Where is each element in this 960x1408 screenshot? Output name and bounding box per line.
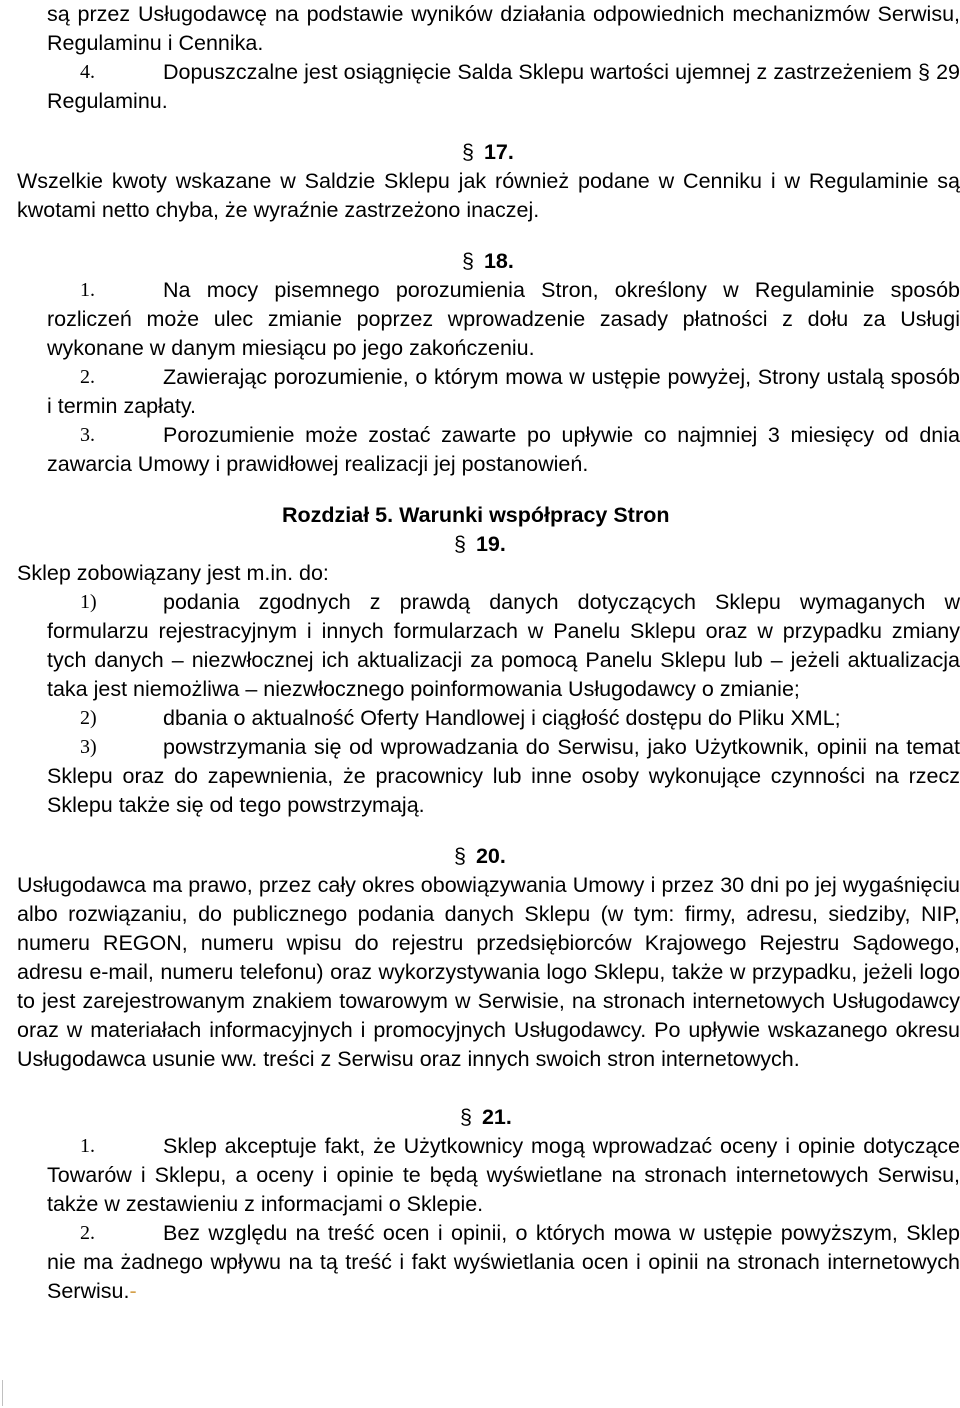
list-marker: 3): [80, 736, 97, 758]
list-item: 2) dbania o aktualność Oferty Handlowej i ciągłość dostępu do Pliku XML;: [17, 704, 960, 733]
section-heading-18: § 18.: [462, 249, 514, 273]
list-item: 1. Sklep akceptuje fakt, że Użytkownicy mogą wprowadzać oceny i opinie dotyczące Towarów i Sklepu, a oceny i opinie te będą wyświetlane na stronach internetowych Serwisu, także w zestawieniu z informacjami o Sklepie.: [47, 1134, 960, 1216]
continued-paragraph: są przez Usługodawcę na podstawie wyników działania odpowiednich mechanizmów Serwisu, Regulaminu i Cennika.: [47, 2, 960, 55]
section-heading-21: § 21.: [460, 1105, 512, 1129]
paragraph-symbol: §: [454, 844, 466, 868]
section-17-text: Wszelkie kwoty wskazane w Saldzie Sklepu jak również podane w Cenniku i w Regulaminie są kwotami netto chyba, że wyraźnie zastrzeżono inaczej.: [17, 169, 960, 222]
margin-marker: [2, 1380, 3, 1406]
list-marker: 2): [80, 707, 97, 729]
section-heading-17: § 17.: [462, 140, 514, 164]
list-item: 3. Porozumienie może zostać zawarte po upływie co najmniej 3 miesięcy od dnia zawarcia Umowy i prawidłowej realizacji jej postanowień.: [47, 423, 960, 476]
document-page: [17, 0, 960, 1306]
list-item: 2. Bez względu na treść ocen i opinii, o których mowa w ustępie powyższym, Sklep nie ma żadnego wpływu na tą treść i fakt wyświetlania ocen i opinii na stronach internetowych Serwisu.-: [47, 1221, 960, 1303]
list-marker: 1.: [80, 279, 95, 301]
section-heading-20: § 20.: [454, 844, 506, 868]
list-marker: 2.: [80, 366, 95, 388]
paragraph-symbol: §: [460, 1105, 472, 1129]
end-mark: -: [129, 1279, 137, 1303]
list-marker: 4.: [80, 61, 95, 83]
list-marker: 2.: [80, 1222, 95, 1244]
section-19-intro: Sklep zobowiązany jest m.in. do:: [17, 561, 329, 585]
list-item: 1) podania zgodnych z prawdą danych dotyczących Sklepu wymaganych w formularzu rejestracyjnym i innych formularzach w Panelu Sklepu oraz w przypadku zmiany tych danych – niezwłocznej ich aktualizacji za pomocą Panelu Sklepu lub – jeżeli aktualizacja taka jest niemożliwa – niezwłocznego poinformowania Usługodawcy o zmianie;: [47, 590, 960, 701]
paragraph-symbol: §: [454, 532, 466, 556]
list-marker: 3.: [80, 424, 95, 446]
list-item: 1. Na mocy pisemnego porozumienia Stron, określony w Regulaminie sposób rozliczeń może ulec zmianie poprzez wprowadzenie zasady płatności z dołu za Usługi wykonane w danym miesiącu po jego zakończeniu.: [47, 278, 960, 360]
paragraph-symbol: §: [462, 140, 474, 164]
paragraph-symbol: §: [462, 249, 474, 273]
list-item: 3) powstrzymania się od wprowadzania do Serwisu, jako Użytkownik, opinii na temat Sklepu oraz do zapewnienia, że pracownicy lub inne osoby wykonujące czynności na rzecz Sklepu także się od tego powstrzymają.: [47, 735, 960, 817]
list-item: 4. Dopuszczalne jest osiągnięcie Salda Sklepu wartości ujemnej z zastrzeżeniem § 29 Regulaminu.: [47, 60, 960, 113]
list-marker: 1): [80, 591, 97, 613]
chapter-title: Rozdział 5. Warunki współpracy Stron: [282, 503, 670, 527]
list-item: 2. Zawierając porozumienie, o którym mowa w ustępie powyżej, Strony ustalą sposób i termin zapłaty.: [47, 365, 960, 418]
section-20-text: Usługodawca ma prawo, przez cały okres obowiązywania Umowy i przez 30 dni po jej wygaśnięciu albo rozwiązaniu, do publicznego podania danych Sklepu (w tym: firmy, adresu, siedziby, NIP, numeru REGON, numeru wpisu do rejestru przedsiębiorców Krajowego Rejestru Sądowego, adresu e-mail, numeru telefonu) oraz wykorzystywania logo Sklepu, także w przypadku, jeżeli logo to jest zarejestrowanym znakiem towarowym w Serwisie, na stronach internetowych Usługodawcy oraz w materiałach informacyjnych i promocyjnych Usługodawcy. Po upływie wskazanego okresu Usługodawca usunie ww. treści z Serwisu oraz innych swoich stron internetowych.: [17, 873, 960, 1071]
list-marker: 1.: [80, 1135, 95, 1157]
section-heading-19: § 19.: [454, 532, 506, 556]
